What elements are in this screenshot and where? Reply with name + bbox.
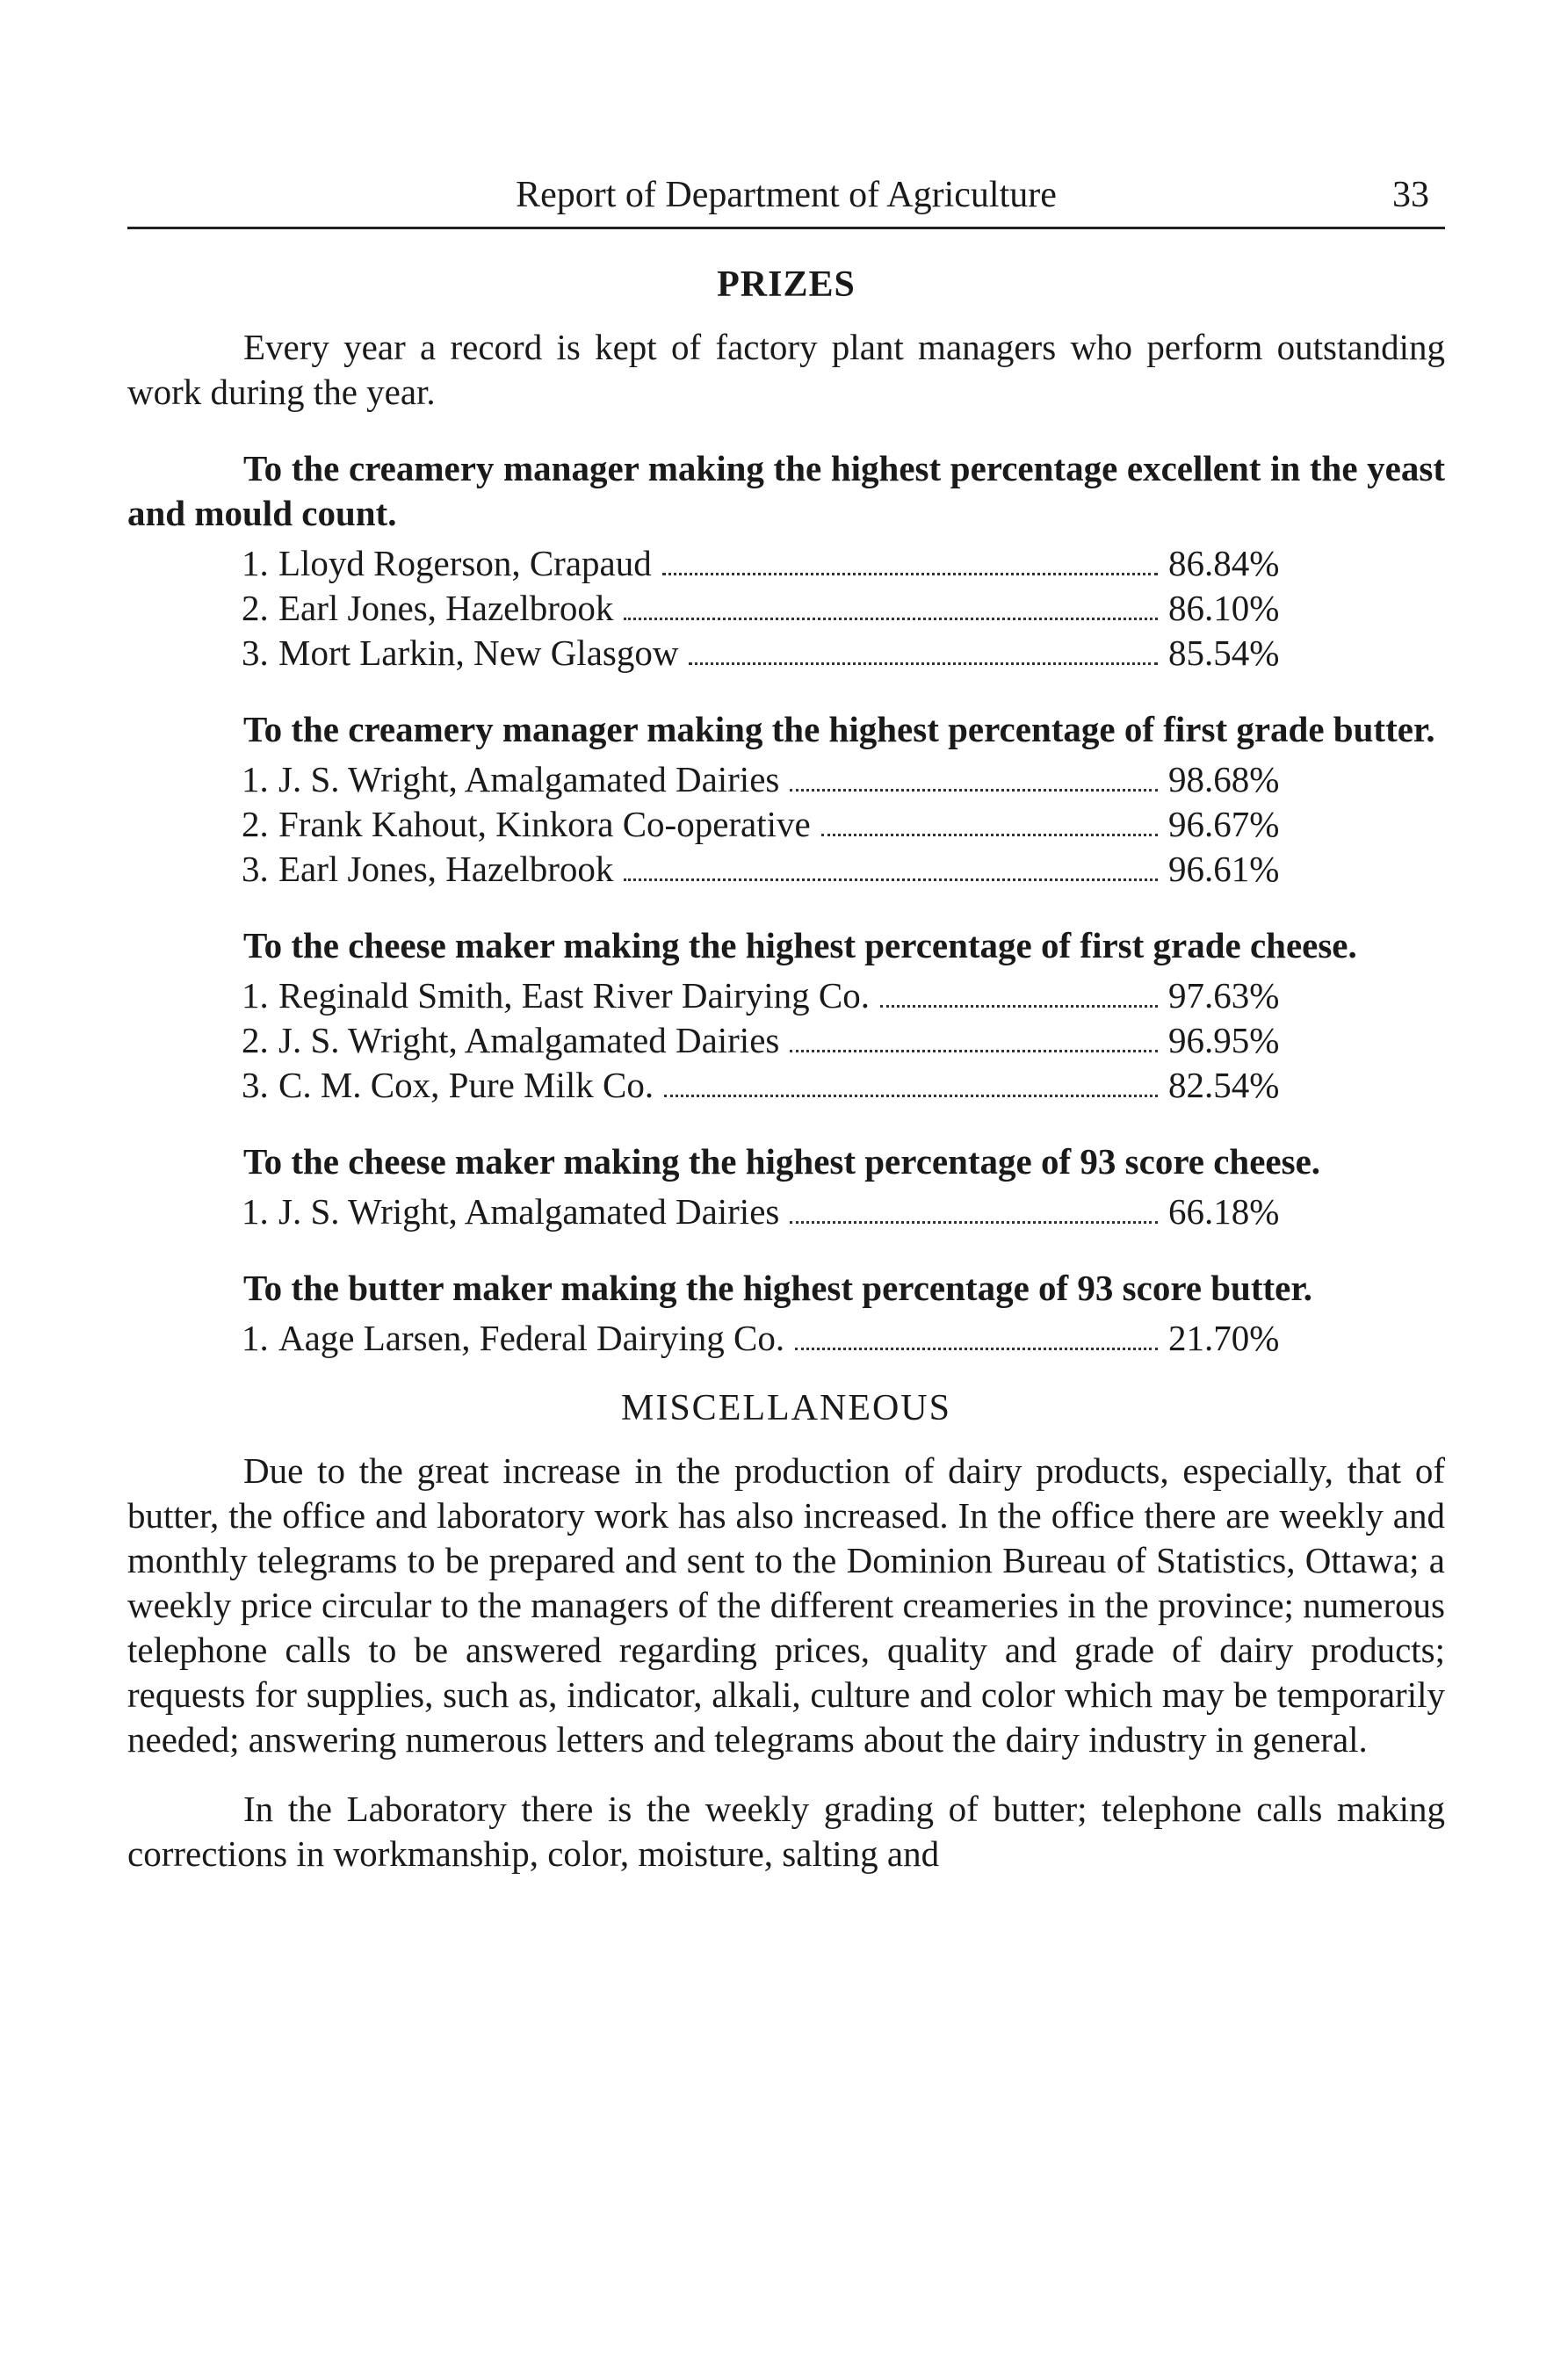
dot-leader — [795, 1348, 1158, 1350]
winner-percentage: 96.67% — [1168, 804, 1280, 844]
prize-category — [127, 446, 1445, 676]
prize-winner-row — [127, 802, 1445, 847]
prize-category — [127, 923, 1445, 1108]
winner-percentage: 96.95% — [1168, 1020, 1280, 1060]
dot-leader — [880, 1005, 1158, 1008]
prize-winners-list — [127, 757, 1445, 892]
prize-winner-row — [127, 847, 1445, 892]
winner-name: Mort Larkin, New Glasgow — [278, 633, 679, 673]
dot-leader — [821, 834, 1158, 836]
winner-name: Reginald Smith, East River Dairying Co. — [278, 975, 871, 1016]
prize-category — [127, 707, 1445, 892]
prize-winner-row — [127, 1189, 1445, 1234]
dot-leader — [662, 573, 1158, 575]
rank-number: 2. — [242, 588, 269, 628]
winner-percentage: 85.54% — [1168, 633, 1280, 673]
rank-number: 1. — [242, 975, 269, 1016]
winner-name: C. M. Cox, Pure Milk Co. — [278, 1065, 654, 1105]
winner-name: Earl Jones, Hazelbrook — [278, 588, 614, 628]
winner-percentage: 82.54% — [1168, 1065, 1280, 1105]
prize-winner-row — [127, 1018, 1445, 1063]
dot-leader — [790, 789, 1158, 792]
rank-number: 1. — [242, 759, 269, 799]
winner-percentage: 98.68% — [1168, 759, 1280, 799]
dot-leader — [624, 878, 1158, 881]
prize-winner-row — [127, 757, 1445, 802]
prize-winner-row — [127, 631, 1445, 676]
winner-percentage: 86.84% — [1168, 543, 1280, 583]
prize-category-description: To the cheese maker making the highest percentage of first grade cheese. — [243, 925, 1357, 965]
prize-winners-list — [127, 1316, 1445, 1361]
prize-category — [127, 1266, 1445, 1361]
rank-number: 3. — [242, 849, 269, 889]
prizes-intro: Every year a record is kept of factory plant managers who perform outstanding work during the year. — [127, 327, 1445, 412]
miscellaneous-paragraph: In the Laboratory there is the weekly grading of butter; telephone calls making corrections in workmanship, color, moisture, salting and — [127, 1789, 1445, 1874]
header-rule — [127, 227, 1445, 229]
prize-category-description: To the creamery manager making the highest percentage excellent in the yeast and mould count. — [127, 448, 1445, 533]
rank-number: 1. — [242, 543, 269, 583]
dot-leader — [790, 1050, 1158, 1052]
prize-category-description: To the butter maker making the highest percentage of 93 score butter. — [243, 1268, 1313, 1308]
prize-winner-row — [127, 1063, 1445, 1108]
rank-number: 1. — [242, 1318, 269, 1358]
page-body — [127, 264, 1445, 1876]
prize-winner-row — [127, 1316, 1445, 1361]
prize-category-description: To the cheese maker making the highest percentage of 93 score cheese. — [243, 1141, 1321, 1182]
winner-name: J. S. Wright, Amalgamated Dairies — [278, 1191, 780, 1232]
rank-number: 3. — [242, 633, 269, 673]
prizes-heading: PRIZES — [717, 264, 856, 305]
prize-winners-list — [127, 541, 1445, 676]
prize-winners-list — [127, 973, 1445, 1108]
winner-name: J. S. Wright, Amalgamated Dairies — [278, 1020, 780, 1060]
prize-winner-row — [127, 586, 1445, 631]
winner-name: Earl Jones, Hazelbrook — [278, 849, 614, 889]
winner-percentage: 86.10% — [1168, 588, 1280, 628]
winner-percentage: 96.61% — [1168, 849, 1280, 889]
winner-name: Frank Kahout, Kinkora Co-operative — [278, 804, 811, 844]
prize-winners-list — [127, 1189, 1445, 1234]
running-title: Report of Department of Agriculture — [516, 175, 1057, 215]
winner-percentage: 97.63% — [1168, 975, 1280, 1016]
winner-percentage: 66.18% — [1168, 1191, 1280, 1232]
rank-number: 3. — [242, 1065, 269, 1105]
prize-winner-row — [127, 541, 1445, 586]
rank-number: 2. — [242, 1020, 269, 1060]
rank-number: 1. — [242, 1191, 269, 1232]
prize-winner-row — [127, 973, 1445, 1018]
winner-name: Lloyd Rogerson, Crapaud — [278, 543, 652, 583]
prize-categories — [127, 446, 1445, 1361]
page-number: 33 — [1392, 175, 1429, 215]
running-header — [127, 174, 1445, 223]
dot-leader — [624, 618, 1158, 620]
rank-number: 2. — [242, 804, 269, 844]
winner-name: Aage Larsen, Federal Dairying Co. — [278, 1318, 785, 1358]
miscellaneous-body — [127, 1449, 1445, 1876]
winner-percentage: 21.70% — [1168, 1318, 1280, 1358]
dot-leader — [790, 1221, 1158, 1224]
dot-leader — [689, 662, 1158, 665]
miscellaneous-paragraph: Due to the great increase in the production of dairy products, especially, that of butter, the office and laboratory work has also increased. In the office there are weekly and monthly telegrams to be prepared and sent to the Dominion Bureau of Statistics, Ottawa; a weekly price circular to the managers of the different creameries in the province; numerous telephone calls to be answered regarding prices, quality and grade of dairy products; requests for supplies, such as, indicator, alkali, culture and color which may be temporarily needed; answering numerous letters and telegrams about the dairy industry in general. — [127, 1450, 1445, 1760]
dot-leader — [664, 1095, 1158, 1097]
winner-name: J. S. Wright, Amalgamated Dairies — [278, 759, 780, 799]
prize-category-description: To the creamery manager making the highest percentage of first grade butter. — [243, 709, 1435, 749]
miscellaneous-heading: MISCELLANEOUS — [620, 1388, 951, 1428]
prize-category — [127, 1139, 1445, 1234]
